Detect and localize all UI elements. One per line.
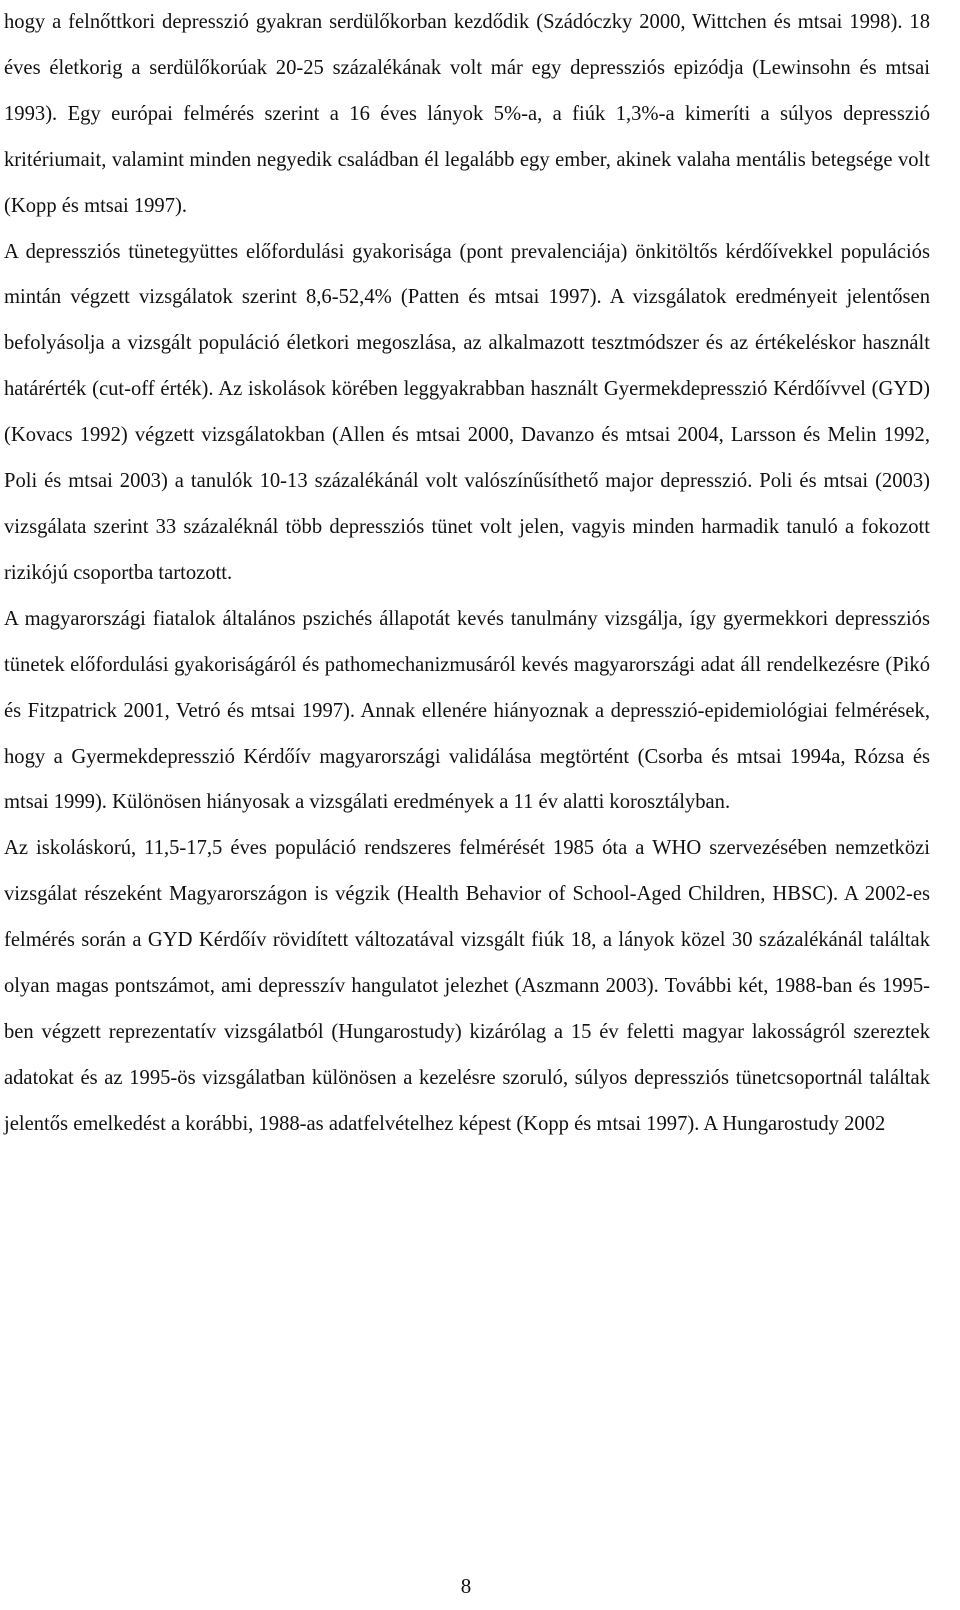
paragraph-4: Az iskoláskorú, 11,5-17,5 éves populáció rendszeres felmérését 1985 óta a WHO szervezésében nemzetközi vizsgálat részeként Magyarországon is végzik (Health Behavior of School-Aged Children, HBSC). A 2002-es felmérés során a GYD Kérdőív rövidített változatával vizsgált fiúk 18, a lányok közel 30 százalékánál találtak olyan magas pontszámot, ami depresszív hangulatot jelezhet (Aszmann 2003). További két, 1988-ban és 1995-ben végzett reprezentatív vizsgálatból (Hungarostudy) kizárólag a 15 év feletti magyar lakosságról szereztek adatokat és az 1995-ös vizsgálatban különösen a kezelésre szoruló, súlyos depressziós tünetcsoportnál találtak jelentős emelkedést a korábbi, 1988-as adatfelvételhez képest (Kopp és mtsai 1997). A Hungarostudy 2002 <box>4 837 930 1135</box>
paragraph-1: hogy a felnőttkori depresszió gyakran serdülőkorban kezdődik (Szádóczky 2000, Wittchen és mtsai 1998). 18 éves életkorig a serdülőkorúak 20-25 százalékának volt már egy depressziós epizódja (Lewinsohn és mtsai 1993). Egy európai felmérés szerint a 16 éves lányok 5%-a, a fiúk 1,3%-a kimeríti a súlyos depresszió kritériumait, valamint minden negyedik családban él legalább egy ember, akinek valaha mentális betegsége volt (Kopp és mtsai 1997). <box>4 11 930 217</box>
body-text <box>4 0 930 1148</box>
paragraph-2: A depressziós tünetegyüttes előfordulási gyakorisága (pont prevalenciája) önkitöltős kérdőívekkel populációs mintán végzett vizsgálatok szerint 8,6-52,4% (Patten és mtsai 1997). A vizsgálatok eredményeit jelentősen befolyásolja a vizsgált populáció életkori megoszlása, az alkalmazott tesztmódszer és az értékeléskor használt határérték (cut-off érték). Az iskolások körében leggyakrabban használt Gyermekdepresszió Kérdőívvel (GYD) (Kovacs 1992) végzett vizsgálatokban (Allen és mtsai 2000, Davanzo és mtsai 2004, Larsson és Melin 1992, Poli és mtsai 2003) a tanulók 10-13 százalékánál volt valószínűsíthető major depresszió. Poli és mtsai (2003) vizsgálata szerint 33 százaléknál több depressziós tünet volt jelen, vagyis minden harmadik tanuló a fokozott rizikójú csoportba tartozott. <box>4 240 930 584</box>
paragraph-3: A magyarországi fiatalok általános pszichés állapotát kevés tanulmány vizsgálja, így gyermekkori depressziós tünetek előfordulási gyakoriságáról és pathomechanizmusáról kevés magyarországi adat áll rendelkezésre (Pikó és Fitzpatrick 2001, Vetró és mtsai 1997). Annak ellenére hiányoznak a depresszió-epidemiológiai felmérések, hogy a Gyermekdepresszió Kérdőív magyarországi validálása megtörtént (Csorba és mtsai 1994a, Rózsa és mtsai 1999). Különösen hiányosak a vizsgálati eredmények a 11 év alatti korosztályban. <box>4 607 930 814</box>
page-number: 8 <box>460 1574 472 1598</box>
